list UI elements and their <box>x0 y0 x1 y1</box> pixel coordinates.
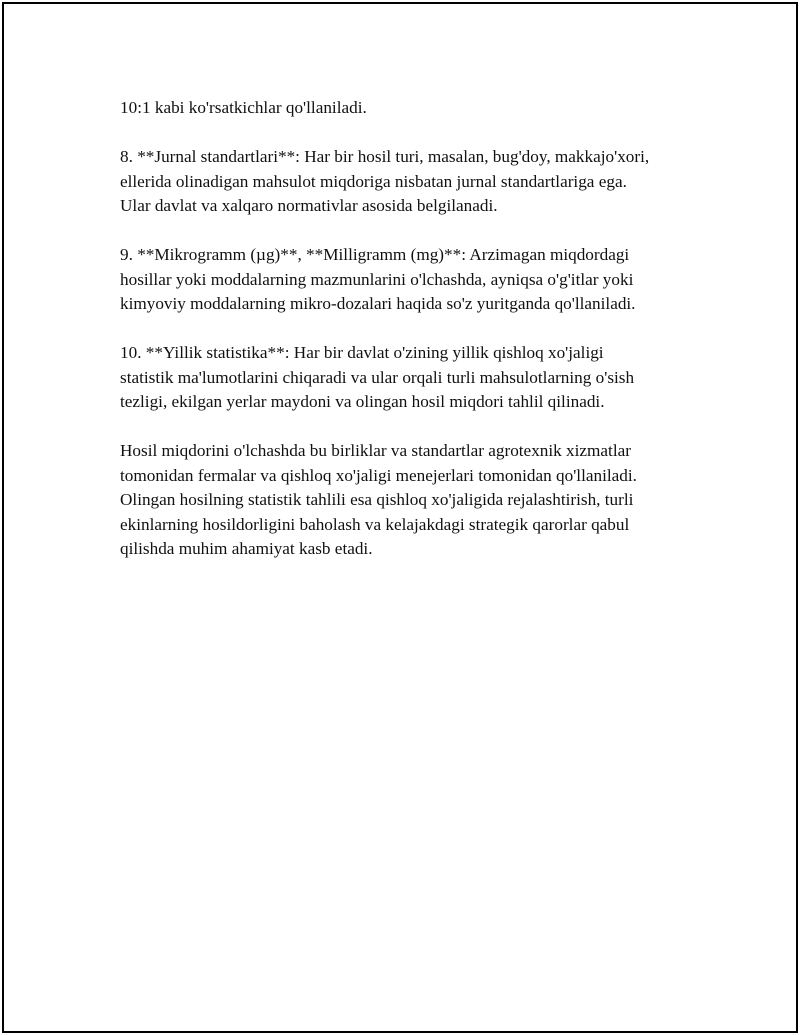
paragraph-item-8 <box>120 145 710 219</box>
text-line: 10:1 kabi ko'rsatkichlar qo'llaniladi. <box>120 98 367 117</box>
text-line: qilishda muhim ahamiyat kasb etadi. <box>120 539 373 558</box>
text-line: ellerida olinadigan mahsulot miqdoriga nisbatan jurnal standartlariga ega. <box>120 171 627 191</box>
document-body <box>120 96 710 586</box>
text-line: tomonidan fermalar va qishloq xo'jaligi menejerlari tomonidan qo'llaniladi. <box>120 465 637 485</box>
text-line: Ular davlat va xalqaro normativlar asosida belgilanadi. <box>120 196 498 215</box>
text-line: kimyoviy moddalarning mikro-dozalari haqida so'z yuritganda qo'llaniladi. <box>120 294 636 313</box>
paragraph-continuation <box>120 96 710 121</box>
text-line: 10. **Yillik statistika**: Har bir davlat o'zining yillik qishloq xo'jaligi <box>120 343 604 362</box>
text-line: ekinlarning hosildorligini baholash va kelajakdagi strategik qarorlar qabul <box>120 514 630 534</box>
text-line: 9. **Mikrogramm (µg)**, **Milligramm (mg)**: Arzimagan miqdordagi <box>120 245 630 264</box>
paragraph-item-9 <box>120 243 710 317</box>
text-line: 8. **Jurnal standartlari**: Har bir hosil turi, masalan, bug'doy, makkajo'xori, <box>120 147 650 166</box>
text-line: tezligi, ekilgan yerlar maydoni va olingan hosil miqdori tahlil qilinadi. <box>120 392 605 411</box>
text-line: statistik ma'lumotlarini chiqaradi va ular orqali turli mahsulotlarning o'sish <box>120 367 635 387</box>
text-line: Olingan hosilning statistik tahlili esa qishloq xo'jaligida rejalashtirish, turli <box>120 490 634 509</box>
text-line: hosillar yoki moddalarning mazmunlarini o'lchashda, ayniqsa o'g'itlar yoki <box>120 269 634 289</box>
paragraph-conclusion <box>120 439 710 562</box>
text-line: Hosil miqdorini o'lchashda bu birliklar va standartlar agrotexnik xizmatlar <box>120 441 631 460</box>
document-page <box>2 2 798 1033</box>
paragraph-item-10 <box>120 341 710 415</box>
